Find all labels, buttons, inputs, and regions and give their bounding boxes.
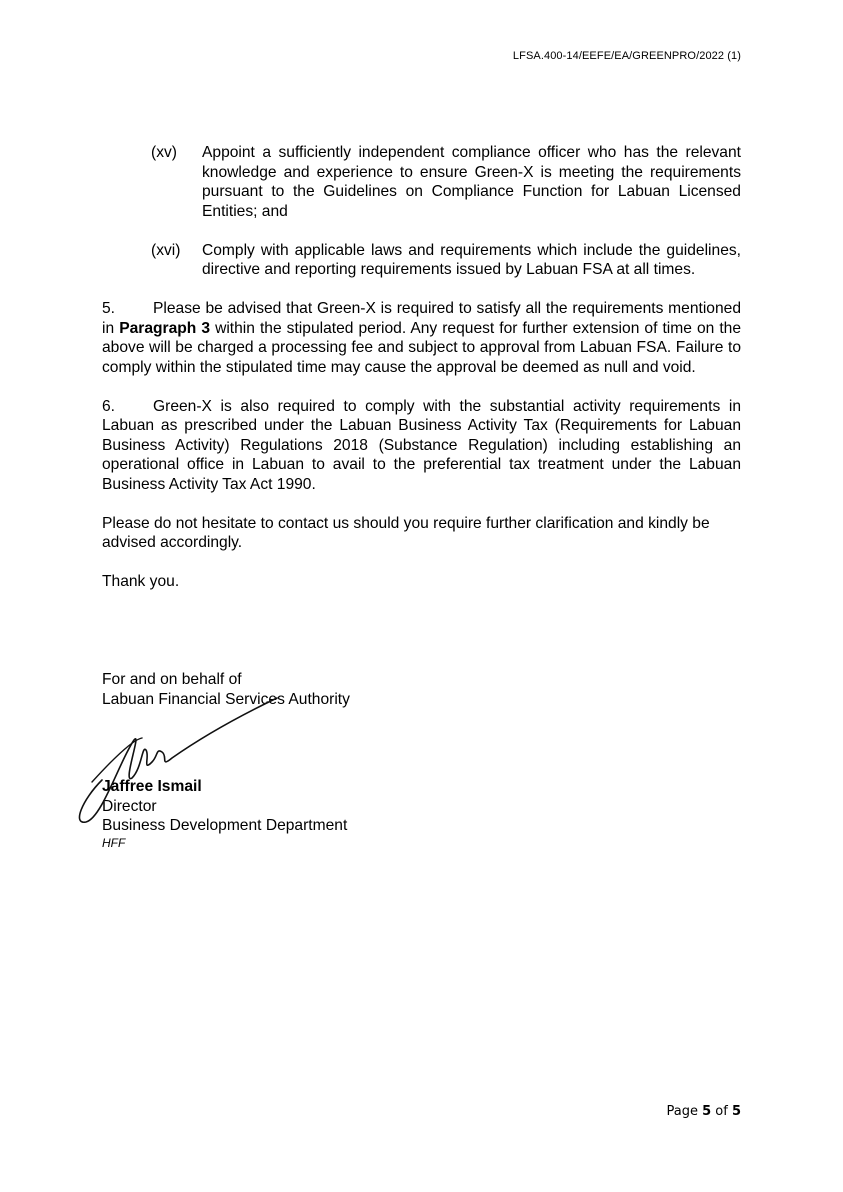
handwritten-signature — [72, 690, 292, 830]
reference-initials: HFF — [102, 835, 126, 850]
list-item — [151, 143, 741, 221]
signatory-title: Director — [102, 797, 157, 815]
page-number: Page 5 of 5 — [666, 1104, 741, 1119]
paragraph-text: Green-X is also required to comply with the substantial activity requirements in Labuan as prescribed under the Labuan Business Activity Tax (Requirements for Labuan Business Activity) Regulations 2018 (Substance Regulation) including establishing an operational office in Labuan to avail to the preferential tax treatment under the Labuan Business Activity Tax Act 1990. — [102, 397, 741, 493]
item-text: Comply with applicable laws and requirements which include the guidelines, directive and reporting requirements issued by Labuan FSA at all times. — [202, 241, 741, 278]
list-item — [151, 241, 741, 280]
signatory-name: Jaffree Ismail — [102, 778, 202, 795]
signatory-department: Business Development Department — [102, 817, 348, 834]
paragraph-number: 5. — [102, 300, 116, 317]
reference-number: LFSA.400-14/EEFE/EA/GREENPRO/2022 (1) — [512, 50, 741, 62]
paragraph-5 — [102, 299, 741, 377]
paragraph-text: Please be advised that Green-X is required to satisfy all the requirements mentioned in — [102, 300, 741, 337]
item-number: (xv) — [151, 144, 177, 161]
item-number: (xvi) — [151, 241, 181, 259]
item-text: Appoint a sufficiently independent compliance officer who has the relevant knowledge and experience to ensure Green-X is meeting the requirements pursuant to the Guidelines on Compliance Function for Labuan Licensed Entities; and — [202, 144, 741, 220]
signoff-line: For and on behalf of — [102, 671, 242, 688]
paragraph-text: within the stipulated period. Any request for further extension of time on the above will be charged a processing fee and subject to approval from Labuan FSA. Failure to comply within the stipulated time may cause the approval be deemed as null and void. — [102, 319, 741, 376]
organization-name: Labuan Financial Services Authority — [102, 690, 350, 708]
thanks-line: Thank you. — [102, 573, 180, 590]
letter-body — [102, 143, 741, 592]
paragraph-number: 6. — [102, 397, 116, 415]
paragraph-reference: Paragraph 3 — [119, 319, 211, 337]
paragraph-6 — [102, 397, 741, 495]
closing-paragraph: Please do not hesitate to contact us should you require further clarification and kindly be advised accordingly. — [102, 514, 710, 551]
